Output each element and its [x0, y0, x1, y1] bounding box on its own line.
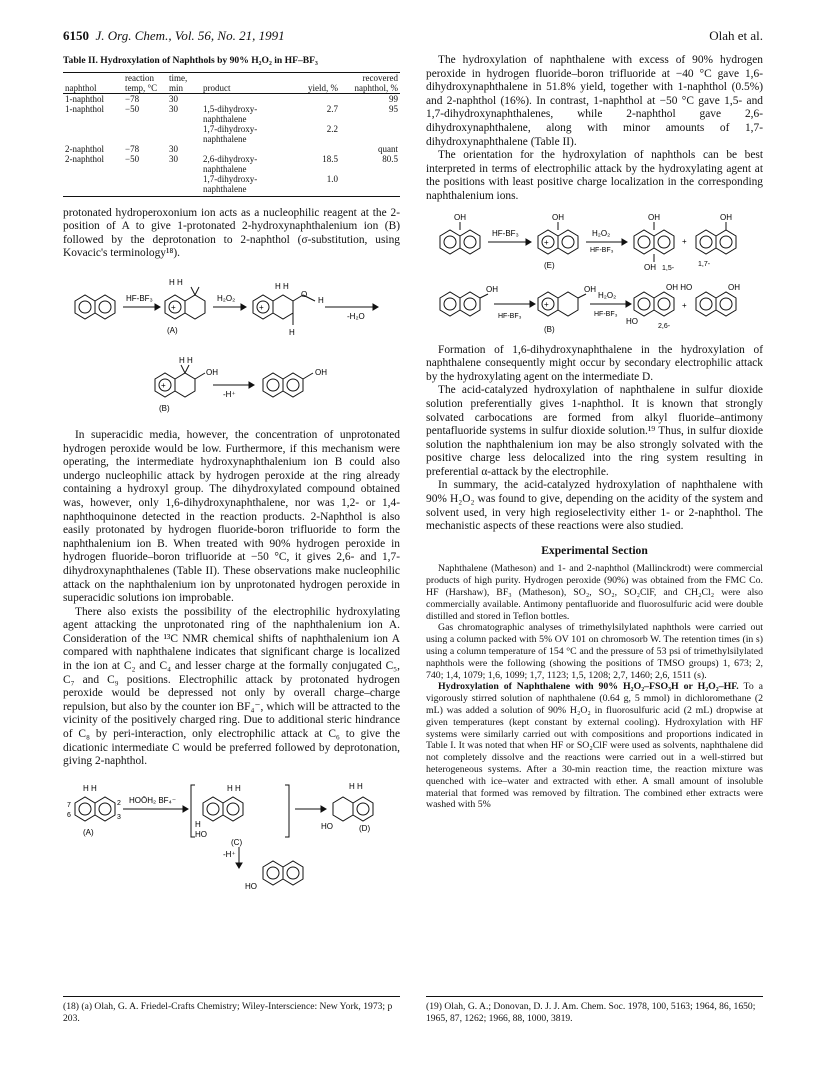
cell: 95 — [389, 103, 398, 114]
paragraph: In summary, the acid-catalyzed hydroxylation of naphthalene with 90% H₂O₂ was found to give, depending on the acidity of the system and solvent used, in very high regioselectivity either 1- or 2-naphthol. The mechanistic aspects of these reactions were also studied. — [426, 479, 763, 533]
plus-sign: + — [682, 300, 687, 310]
table-caption: Table II. Hydroxylation of Naphthols by 90% H₂O₂ in HF–BF₃ — [63, 55, 318, 66]
scheme-naphthol-hydroxylation — [426, 210, 763, 338]
structure-label: (D) — [359, 823, 371, 833]
atom-label: OH — [454, 212, 466, 222]
cell: 2.7 — [326, 103, 338, 114]
charge-label: + — [544, 299, 549, 309]
atom-label: H — [195, 819, 201, 829]
locant: 7 — [67, 801, 71, 809]
cell: 18.5 — [322, 153, 338, 164]
experimental-section — [426, 563, 763, 811]
cell: 1-naphthol — [65, 93, 104, 104]
structure-label: (B) — [159, 403, 170, 413]
th-naphthol: naphthol — [63, 72, 123, 93]
paragraph: There also exists the possibility of the electrophilic hydroxylating agent attacking the unprotonated ring of the naphthalenium ion A. Consideration of the ¹³C NMR chemical shifts of naphthalenium ion A compared with naphthalene indicates that significant charge is localized in the ion at C₂ and C₄ and lesser charge at the formally conjugated C₅, C₇ and C₉ positions. Electrophilic attack by protonated hydrogen peroxide would be depressed not only by overall charge–charge repulsion, but also by the counter ion BF₄⁻, which will be attracted to the vicinity of the positively charged ring. Due to additional steric hindrance of C₈ by peri-interaction, only electrophilic attack at C₆ to give the dicationic intermediate C would be preferred followed by deprotonation, giving 2-naphthol. — [63, 605, 400, 768]
paragraph — [426, 681, 763, 811]
cell — [167, 174, 201, 197]
cell: 1.0 — [300, 174, 340, 197]
reagent-label: H₂O₂ — [592, 228, 611, 238]
atom-label: HO — [245, 881, 257, 891]
cell — [201, 93, 300, 104]
paragraph: Gas chromatographic analyses of trimethylsilylated naphthols were carried out using a column packed with 5% OV 101 on chromosorb W. The retention times (in s) using a column temperature of 154 °C and the pressure of 53 psi of trimethylsilylated naphthols were the following (showing the positions of TMSO groups) 1, 673; 2, 740; 1,4, 1079; 1,6, 1099; 1,7, 1123; 1,5, 1208; 2,7, 1460; 2,6, 1511 (s). — [426, 622, 763, 681]
plus-sign: + — [682, 236, 687, 246]
subsection-title: Hydroxylation of Naphthalene with 90% H₂O₂–FSO₃H or H₂O₂–HF. — [438, 681, 739, 693]
table-ii — [63, 72, 400, 197]
atom-label: OH — [644, 262, 656, 272]
reagent-label: HOŌH₂ BF₄⁻ — [129, 795, 177, 805]
paragraph: The orientation for the hydroxylation of naphthols can be best interpreted in terms of electrophilic attack by the hydroxylating agent at the positions with least positive charge localization in the corresponding naphthalenium ions. — [426, 149, 763, 202]
footnote-18: (18) (a) Olah, G. A. Friedel-Crafts Chemistry; Wiley-Interscience: New York, 1973; p 203. — [63, 996, 400, 1024]
th-temp: reaction temp, °C — [123, 72, 167, 93]
cell: 1,5-dihydroxy-naphthalene — [203, 103, 258, 124]
cell — [123, 124, 167, 144]
atom-label: OH — [648, 212, 660, 222]
section-heading: Experimental Section — [541, 543, 648, 557]
charge-label: + — [259, 302, 264, 312]
atom-label: OH — [206, 367, 218, 377]
byproduct-label: -H⁺ — [223, 389, 236, 399]
cell: 2-naphthol — [65, 143, 104, 154]
th-time: time, min — [167, 72, 201, 93]
product-label: 1,5- — [662, 264, 675, 272]
atom-label: OH — [584, 284, 596, 294]
cell: 99 — [389, 93, 398, 104]
structure-label: (B) — [544, 324, 555, 334]
scheme-naphthalene-protonation — [63, 267, 400, 347]
reagent-label: H₂O₂ — [217, 293, 236, 303]
table-row — [63, 104, 400, 124]
table-row — [63, 144, 400, 154]
atom-label: H H — [349, 781, 363, 791]
reagent-label: HF-BF₃ — [594, 310, 618, 318]
paragraph: The acid-catalyzed hydroxylation of naphthalene in sulfur dioxide solution preferentially gives 1-naphthol. It is known that strongly solvated carbocations are formed from alkyl fluoride–antimony pentafluoride systems in sulfur dioxide solution.¹⁹ Thus, in sulfur dioxide solution the naphthalenium ion may be also strongly solvated with the positive charge less delocalized into the ring system resulting in preferential α-attack by the electrophile. — [426, 384, 763, 478]
paragraph: Naphthalene (Matheson) and 1- and 2-naphthol (Mallinckrodt) were commercial products of high purity. Hydrogen peroxide (90%) was obtained from the FMC Co. HF (Harshaw), BF₃ (Matheson), SO₂, SO₂, SO₂ClF, and CH₂Cl₂ were also commercially available. Antimony pentafluoride and fluorosulfuric acid were double distilled and stored in Teflon bottles. — [426, 563, 763, 622]
charge-label: + — [544, 237, 549, 247]
atom-label: H H — [179, 355, 193, 365]
right-column — [426, 54, 763, 811]
cell: 80.5 — [382, 153, 398, 164]
header-author: Olah et al. — [709, 28, 763, 43]
cell — [63, 124, 123, 144]
structure-label: (E) — [544, 260, 555, 270]
cell — [300, 144, 340, 154]
cell: 1,7-dihydroxy-naphthalene — [201, 174, 300, 197]
footnote-19: (19) Olah, G. A.; Donovan, D. J. J. Am. Chem. Soc. 1978, 100, 5163; 1964, 86, 1650; 1965, 87, 1262; 1966, 88, 1000, 3819. — [426, 996, 763, 1024]
atom-label: HO — [321, 821, 333, 831]
scheme-deprotonation-b — [63, 353, 400, 423]
reagent-label: H₂O₂ — [598, 290, 617, 300]
journal-citation: J. Org. Chem., Vol. 56, No. 21, 1991 — [95, 28, 285, 43]
cell: 2.2 — [326, 123, 338, 134]
atom-label: OH — [720, 212, 732, 222]
charge-label: + — [171, 302, 176, 312]
th-product: product — [201, 72, 300, 93]
cell: 30 — [169, 143, 178, 154]
atom-label: OH — [728, 282, 740, 292]
table-header-row — [63, 72, 400, 93]
atom-label: OH — [486, 284, 498, 294]
atom-label: OH — [552, 212, 564, 222]
cell: quant — [378, 143, 398, 154]
atom-label: H H — [169, 277, 183, 287]
structure-label: (A) — [167, 325, 178, 335]
cell: 30 — [169, 93, 178, 104]
reagent-label: HF-BF₃ — [126, 293, 153, 303]
cell — [300, 93, 340, 104]
cell — [340, 174, 400, 197]
paragraph: protonated hydroperoxonium ion acts as a nucleophilic reagent at the 2-position of A to give 1-protonated 2-hydroxynaphthalenium ion (B) followed by the deprotonation to 2-naphthol (σ-substitution, using Kovacic's terminology¹⁸). — [63, 206, 400, 260]
page-number: 6150 — [63, 28, 89, 43]
cell — [63, 174, 123, 197]
header-left — [63, 28, 285, 44]
paragraph: In superacidic media, however, the concentration of unprotonated hydrogen peroxide would be low. Furthermore, if this mechanism were operating, the intermediate hydroxynaphthalenium ion B could also undergo nucleophilic attack by hydrogen peroxide at the ring already containing a hydroxyl group. The dihydroxylated compound obtained was, however, only 1,6-dihydroxynaphthalene, nor was 1,2- or 1,4-naphthoquinone detected in the reaction products. 2-Naphthol is also easily protonated by hydrogen fluoride-boron trifluoride to form the naphthalenium ion B. When treated with 90% hydrogen peroxide in hydrogen fluoride–boron trifluoride at −50 °C, it gives 2,6- and 1,7-dihydroxynaphthalenes (Table II). These observations make nucleophilic attack on the naphthalenium ion by unprotonated hydrogen peroxide in superacidic solutions ion improbable. — [63, 428, 400, 605]
cell: 1-naphthol — [65, 103, 104, 114]
cell: −78 — [125, 93, 140, 104]
byproduct-label: -H₂O — [347, 311, 365, 321]
atom-label: O — [301, 289, 308, 299]
table-row — [63, 93, 400, 104]
reagent-label: HF-BF₃ — [498, 312, 522, 320]
paragraph: Formation of 1,6-dihydroxynaphthalene in the hydroxylation of naphthalene consequently might occur by secondary electrophilic attack by the hydroxylating agent on the intermediate D. — [426, 343, 763, 383]
cell: 2-naphthol — [65, 153, 104, 164]
charge-label: + — [161, 380, 166, 390]
cell — [123, 174, 167, 197]
atom-label: OH HO — [666, 282, 693, 292]
atom-label: H H — [83, 783, 97, 793]
atom-label: H H — [227, 783, 241, 793]
reagent-label: HF-BF₃ — [492, 228, 519, 238]
cell: −50 — [125, 103, 140, 114]
atom-label: H — [289, 327, 295, 337]
cell: −78 — [125, 143, 140, 154]
atom-label: HO — [626, 316, 638, 326]
product-label: 2,6- — [658, 322, 671, 330]
cell: 30 — [169, 153, 178, 164]
product-label: 1,7- — [698, 260, 711, 268]
paragraph: The hydroxylation of naphthalene with excess of 90% hydrogen peroxide in hydrogen fluoride–boron trifluoride at −40 °C gave 1,6-dihydroxynaphthalene in 51.8% yield, together with 1-naphthol (0.5%) and 2-naphthol (16%). In contrast, 1-naphthol at −50 °C gave 1,5- and 1,7-dihydroxynaphthalenes, while 2-naphthol gave 2,6-dihydroxynaphthalene, along with minor amounts of 1,7-dihydroxynaphthalene (Table II). — [426, 54, 763, 148]
cell — [201, 144, 300, 154]
atom-label: H H — [275, 281, 289, 291]
atom-label: H — [318, 295, 324, 305]
atom-label: HO — [195, 829, 207, 839]
paragraph-text: To a vigorously stirred solution of naphthalene (0.64 g, 5 mmol) in dichloromethane (2 mL) was added a solution of 90% H₂O₂ in fluorosulfuric acid (2 mL) dropwise at given temperatures (kept constant by external cooling). Hydroxylation with HF systems were similarly carried out with compositions and proportions indicated in Table I. It was noted that when HF or SO₂ClF were used as solvents, naphthalene did not completely dissolve and the reactions were carried out in a well-stirred but heterogeneous systems. After a 30-min reaction time, the reaction mixture was quenched with ice–water and extracted with ether. A small amount of insoluble material that formed was removed by filtration. The combined ether extracts were washed with 5% — [426, 681, 763, 811]
table-row — [63, 154, 400, 174]
cell: 2,6-dihydroxy-naphthalene — [203, 153, 258, 174]
locant: 6 — [67, 811, 71, 819]
byproduct-label: -H⁺ — [223, 849, 236, 859]
cell: −50 — [125, 153, 140, 164]
running-header — [63, 28, 763, 48]
th-recovered: recovered naphthol, % — [340, 72, 400, 93]
structure-label: (A) — [83, 827, 94, 837]
locant: 3 — [117, 813, 121, 821]
scheme-dicationic-intermediate — [63, 775, 400, 895]
table-row — [63, 174, 400, 197]
th-yield: yield, % — [300, 72, 340, 93]
cell — [340, 124, 400, 144]
structure-label: (C) — [231, 837, 243, 847]
left-column — [63, 54, 400, 901]
locant: 2 — [117, 799, 121, 807]
reagent-label: HF-BF₃ — [590, 246, 614, 254]
cell — [167, 124, 201, 144]
cell: 30 — [169, 103, 178, 114]
cell: 1,7-dihydroxy-naphthalene — [203, 123, 258, 144]
atom-label: OH — [315, 367, 327, 377]
table-row — [63, 124, 400, 144]
